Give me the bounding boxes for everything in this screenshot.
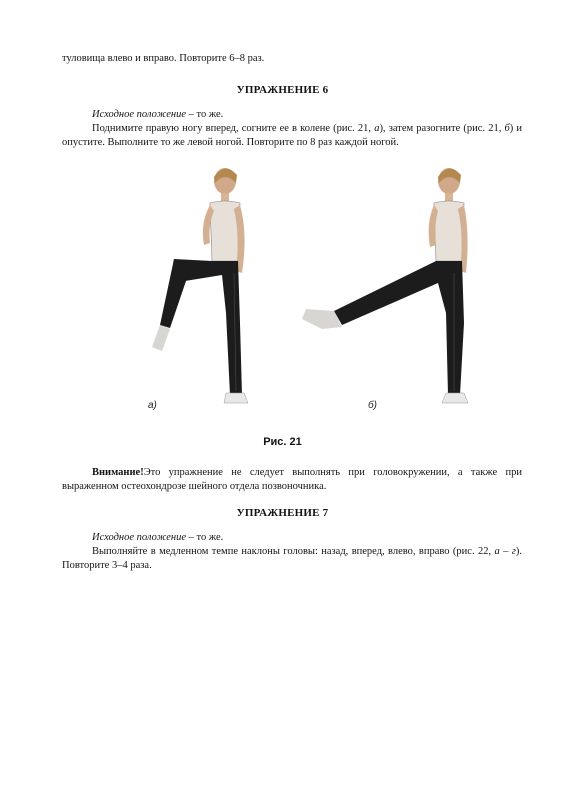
figure-a-label: а) — [148, 400, 157, 411]
start-position-label-7: Исходное положение — [92, 532, 187, 543]
start-position-value-7: – то же. — [186, 532, 224, 543]
instr-part-1: Поднимите правую ногу вперед, согните ее в колене (рис. 21, — [92, 123, 375, 134]
figure-a-person — [152, 168, 248, 403]
exercise-7-heading: УПРАЖНЕНИЕ 7 — [236, 507, 329, 519]
exercise-7-start-position — [62, 531, 522, 545]
instr-part-2: ), затем разогните (рис. 21, — [379, 123, 505, 134]
top-line: туловища влево и вправо. Повторите 6–8 раз. — [62, 53, 265, 64]
figure-b-label: б) — [368, 400, 377, 411]
warning-paragraph — [62, 466, 522, 494]
figure-b-person — [302, 168, 468, 403]
instr7-part-1: Выполняйте в медленном темпе наклоны головы: назад, вперед, влево, вправо (рис. 22, — [92, 546, 495, 557]
instr7-part-2: ). Повторите 3–4 раза. — [62, 546, 522, 571]
instr-part-3: ) и опустите. Выполните то же левой ногой. Повторите по 8 раз каждой ногой. — [62, 123, 522, 148]
instr-ref-a: а — [374, 123, 380, 134]
instr-ref-b: б — [504, 123, 510, 134]
start-position-label: Исходное положение — [92, 109, 187, 120]
exercise-6-heading: УПРАЖНЕНИЕ 6 — [236, 84, 329, 96]
exercise-7-instructions — [62, 545, 522, 573]
figure-21 — [130, 163, 470, 413]
instr7-range: а – г — [494, 546, 516, 557]
start-position-value: – то же. — [186, 109, 224, 120]
figure-21-caption: Рис. 21 — [263, 436, 302, 448]
exercise-6-start-position — [62, 108, 522, 122]
exercise-6-instructions — [62, 122, 522, 150]
warning-label: Внимание! — [92, 467, 144, 478]
warning-text: Это упражнение не следует выполнять при головокружении, а также при выраженном остеохондрозе шейного отдела позвоночника. — [62, 467, 522, 492]
figure-21-illustration — [130, 163, 470, 413]
